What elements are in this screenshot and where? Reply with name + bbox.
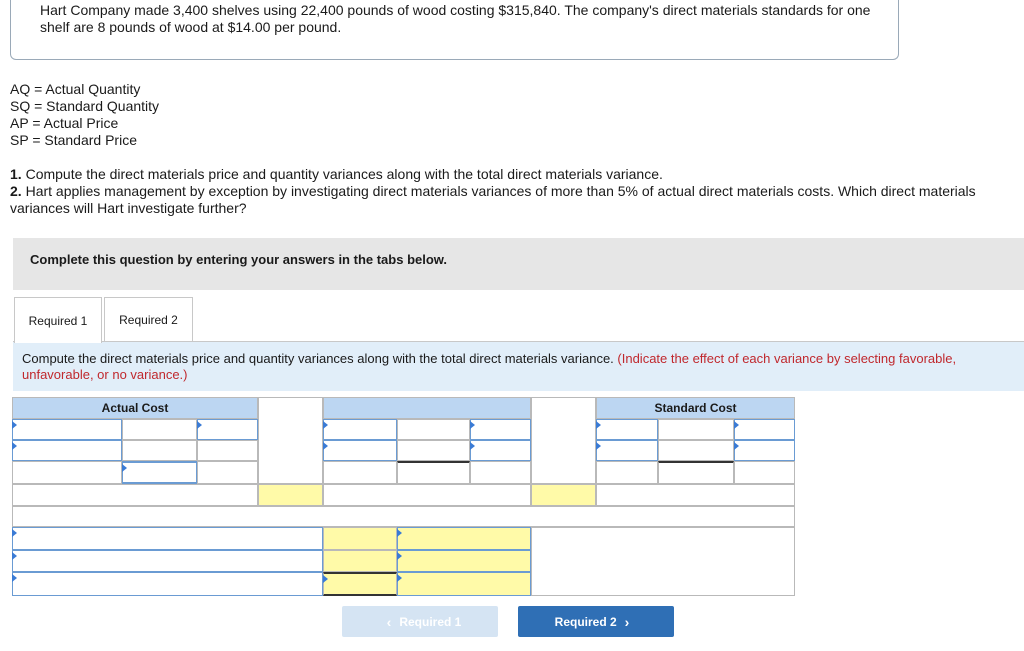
blank-cell	[323, 484, 531, 506]
blank-cell	[12, 484, 258, 506]
definition-aq: AQ = Actual Quantity	[10, 81, 141, 97]
sq-amount-input[interactable]	[596, 440, 658, 461]
actual-cost-header: Actual Cost	[12, 397, 258, 419]
input-marker	[596, 442, 601, 450]
input-marker	[122, 464, 127, 472]
aq-value-input[interactable]	[122, 419, 197, 440]
input-marker	[12, 442, 17, 450]
blank-cell	[323, 461, 397, 484]
input-marker	[323, 442, 328, 450]
mid-total-input[interactable]	[397, 461, 470, 484]
aq-label-input[interactable]	[12, 419, 122, 440]
sq-amount-value[interactable]	[658, 440, 734, 461]
previous-button[interactable]	[342, 606, 498, 637]
sq-value-input[interactable]	[658, 419, 734, 440]
instruction-1: 1. Compute the direct materials price and quantity variances along with the total direct materials variance.	[10, 166, 663, 182]
sq-label-input[interactable]	[596, 419, 658, 440]
input-marker	[197, 421, 202, 429]
definition-sp: SP = Standard Price	[10, 132, 137, 148]
instruction-banner	[13, 238, 1024, 290]
tab-required-2[interactable]: Required 2	[104, 297, 193, 342]
variance-amount-2[interactable]	[323, 550, 397, 572]
ap-amount-value[interactable]	[197, 440, 258, 461]
chevron-left-icon: ‹	[386, 613, 392, 630]
price-variance-amount[interactable]	[258, 484, 323, 506]
variance-label-3[interactable]	[12, 572, 323, 596]
variance-label-2[interactable]	[12, 550, 323, 572]
mid-amount-price[interactable]	[470, 440, 531, 461]
blank-cell	[531, 527, 795, 596]
actual-total-input[interactable]	[122, 461, 197, 484]
next-button-label: Required 2	[554, 614, 617, 629]
variance-label-1[interactable]	[12, 527, 323, 550]
blank-cell	[596, 484, 795, 506]
question-panel	[13, 341, 1024, 391]
input-marker	[596, 421, 601, 429]
input-marker	[12, 574, 17, 582]
input-marker	[397, 574, 402, 582]
variance-effect-1[interactable]	[397, 527, 531, 550]
standard-cost-header: Standard Cost	[596, 397, 795, 419]
input-marker	[323, 575, 328, 583]
ap-label-input[interactable]	[197, 419, 258, 440]
variance-effect-3[interactable]	[397, 572, 531, 596]
mid-amount-input[interactable]	[323, 440, 397, 461]
definition-sq: SQ = Standard Quantity	[10, 98, 160, 114]
quantity-variance-amount[interactable]	[531, 484, 596, 506]
blank-cell	[470, 461, 531, 484]
spacer-row	[12, 506, 795, 527]
input-marker	[470, 421, 475, 429]
definition-ap: AP = Actual Price	[10, 115, 119, 131]
input-marker	[12, 552, 17, 560]
definitions	[10, 81, 159, 149]
blank-cell	[596, 461, 658, 484]
mid-amount-value[interactable]	[397, 440, 470, 461]
blank-cell	[197, 461, 258, 484]
blank-cell	[734, 461, 795, 484]
middle-header	[323, 397, 531, 419]
question-hint: (Indicate the effect of each variance by selecting favorable, unfavorable, or no variance.)	[22, 351, 957, 382]
mid-price-input[interactable]	[470, 419, 531, 440]
banner-text: Complete this question by entering your answers in the tabs below.	[30, 252, 448, 267]
problem-statement: Hart Company made 3,400 shelves using 22,400 pounds of wood costing $315,840. The company's direct materials standards for one shelf are 8 pounds of wood at $14.00 per pound.	[40, 2, 871, 35]
mid-value-input[interactable]	[397, 419, 470, 440]
input-marker	[323, 421, 328, 429]
previous-button-label: Required 1	[399, 614, 462, 629]
variance-effect-2[interactable]	[397, 550, 531, 572]
instruction-2: 2. Hart applies management by exception by investigating direct materials variances of more than 5% of actual direct materials costs. Which direct materials variances will Hart investigate further?	[10, 183, 976, 216]
input-marker	[470, 442, 475, 450]
input-marker	[12, 529, 17, 537]
standard-total-input[interactable]	[658, 461, 734, 484]
aq-amount-value[interactable]	[122, 440, 197, 461]
variance-amount-3[interactable]	[323, 572, 397, 596]
mid-label-input[interactable]	[323, 419, 397, 440]
sp-amount-input[interactable]	[734, 440, 795, 461]
sp-label-input[interactable]	[734, 419, 795, 440]
aq-amount-input[interactable]	[12, 440, 122, 461]
input-marker	[734, 442, 739, 450]
input-marker	[397, 552, 402, 560]
instructions	[10, 166, 1010, 217]
input-marker	[734, 421, 739, 429]
spacer-cell	[531, 397, 596, 484]
next-button[interactable]	[518, 606, 674, 637]
input-marker	[397, 529, 402, 537]
chevron-right-icon: ›	[624, 613, 630, 630]
tab-required-1[interactable]: Required 1	[14, 297, 102, 343]
spacer-cell	[258, 397, 323, 484]
total-label-cell	[12, 461, 122, 484]
input-marker	[12, 421, 17, 429]
variance-amount-1[interactable]	[323, 527, 397, 550]
question-text: Compute the direct materials price and quantity variances along with the total direct materials variance. (Indicate the effect of each variance by selecting favorable, unfavorable, or no variance.)	[22, 351, 957, 382]
